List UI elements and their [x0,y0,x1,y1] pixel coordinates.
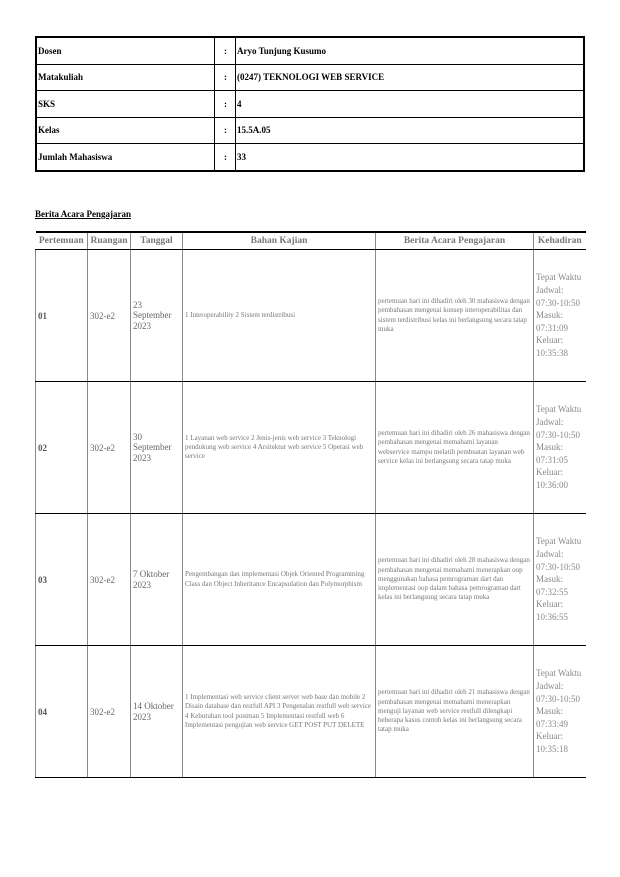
kehadiran-status: Tepat Waktu [536,668,582,679]
kehadiran-keluar: Keluar: 10:36:00 [536,467,569,490]
info-key: Dosen [36,37,215,64]
header-ruangan: Ruangan [88,232,131,250]
kehadiran-keluar: Keluar: 10:36:55 [536,599,569,622]
cell-tanggal: 7 Oktober 2023 [131,514,183,646]
info-separator: : [215,37,236,64]
berita-acara-table [35,231,586,778]
table-header-row [36,232,586,250]
info-separator: : [215,91,236,118]
info-separator: : [215,117,236,144]
cell-ruangan: 302-e2 [88,514,131,646]
kehadiran-masuk: Masuk: 07:31:05 [536,442,569,465]
kehadiran-jadwal: Jadwal: 07:30-10:50 [536,681,580,704]
course-info-table [35,36,585,172]
cell-bahan-kajian: 1 Interoperability 2 Sistem terdistribusi [183,250,376,382]
cell-pertemuan: 02 [36,382,88,514]
kehadiran-keluar: Keluar: 10:35:38 [536,335,569,358]
cell-tanggal: 23 September 2023 [131,250,183,382]
cell-berita-acara: pertemuan hari ini dihadiri oleh 28 mahasiswa dengan pembahasan mengenai memahami menerapkan oop menggunakan bahasa pemrograman dart dan implementasi oop dalam bahasa pemrograman dart kelas ini berlangsung secara tatap muka [376,514,534,646]
info-row-matakuliah [36,64,584,91]
info-value: (0247) TEKNOLOGI WEB SERVICE [236,64,585,91]
cell-ruangan: 302-e2 [88,646,131,778]
kehadiran-keluar: Keluar: 10:35:18 [536,731,569,754]
info-key: Matakuliah [36,64,215,91]
info-key: Kelas [36,117,215,144]
header-pertemuan: Pertemuan [36,232,88,250]
kehadiran-jadwal: Jadwal: 07:30-10:50 [536,549,580,572]
cell-berita-acara: pertemuan hari ini dihadiri oleh 21 mahasiswa dengan pembahasan mengenai memahami menerapkan menguji layanan web service restfull dilengkapi beberapa kasus contoh kelas ini berlangsung secara tatap muka [376,646,534,778]
info-row-kelas [36,117,584,144]
info-row-dosen [36,37,584,64]
cell-kehadiran [534,382,586,514]
cell-berita-acara: pertemuan hari ini dihadiri oleh 30 mahasiswa dengan pembahasan mengenai konsep interoperabilitas dan sistem terdistribusi kelas ini berlangsung secara tatap muka [376,250,534,382]
cell-kehadiran [534,514,586,646]
cell-tanggal: 30 September 2023 [131,382,183,514]
info-separator: : [215,144,236,171]
info-key: Jumlah Mahasiswa [36,144,215,171]
cell-berita-acara: pertemuan hari ini dihadiri oleh 26 mahasiswa dengan pembahasan mengenai memahami layanan webservice mampu melatih pembuatan layanan web service kelas ini berlangsung secara tatap muka [376,382,534,514]
table-row [36,514,586,646]
kehadiran-status: Tepat Waktu [536,272,582,283]
cell-pertemuan: 04 [36,646,88,778]
cell-bahan-kajian: 1 Implementasi web service client server web base dan mobile 2 Disain database dan restfull API 3 Pengenalan restfull web service 4 Kebutuhan tool postman 5 Implementasi restfull web 6 Implementasi pengujian web service GET POST PUT DELETE [183,646,376,778]
info-row-jumlah-mahasiswa [36,144,584,171]
kehadiran-masuk: Masuk: 07:33:49 [536,706,569,729]
cell-ruangan: 302-e2 [88,250,131,382]
info-value: 4 [236,91,585,118]
cell-bahan-kajian: Pengembangan dan implementasi Objek Oriented Programming Class dan Object Inheritance Encapsulation dan Polymorphism [183,514,376,646]
info-value: 33 [236,144,585,171]
info-row-sks [36,91,584,118]
kehadiran-masuk: Masuk: 07:32:55 [536,574,569,597]
table-row [36,382,586,514]
header-tanggal: Tanggal [131,232,183,250]
info-value: Aryo Tunjung Kusumo [236,37,585,64]
kehadiran-jadwal: Jadwal: 07:30-10:50 [536,417,580,440]
cell-kehadiran [534,646,586,778]
kehadiran-status: Tepat Waktu [536,404,582,415]
kehadiran-masuk: Masuk: 07:31:09 [536,310,569,333]
section-title: Berita Acara Pengajaran [35,209,131,219]
cell-pertemuan: 03 [36,514,88,646]
header-kehadiran: Kehadiran [534,232,586,250]
header-berita-acara: Berita Acara Pengajaran [376,232,534,250]
table-row [36,250,586,382]
kehadiran-status: Tepat Waktu [536,536,582,547]
info-value: 15.5A.05 [236,117,585,144]
kehadiran-jadwal: Jadwal: 07:30-10:50 [536,285,580,308]
cell-pertemuan: 01 [36,250,88,382]
table-row [36,646,586,778]
info-key: SKS [36,91,215,118]
cell-kehadiran [534,250,586,382]
cell-tanggal: 14 Oktober 2023 [131,646,183,778]
cell-ruangan: 302-e2 [88,382,131,514]
cell-bahan-kajian: 1 Layanan web service 2 Jenis-jenis web service 3 Teknologi pendukung web service 4 Arsitektur web service 5 Operasi web service [183,382,376,514]
info-separator: : [215,64,236,91]
header-bahan-kajian: Bahan Kajian [183,232,376,250]
